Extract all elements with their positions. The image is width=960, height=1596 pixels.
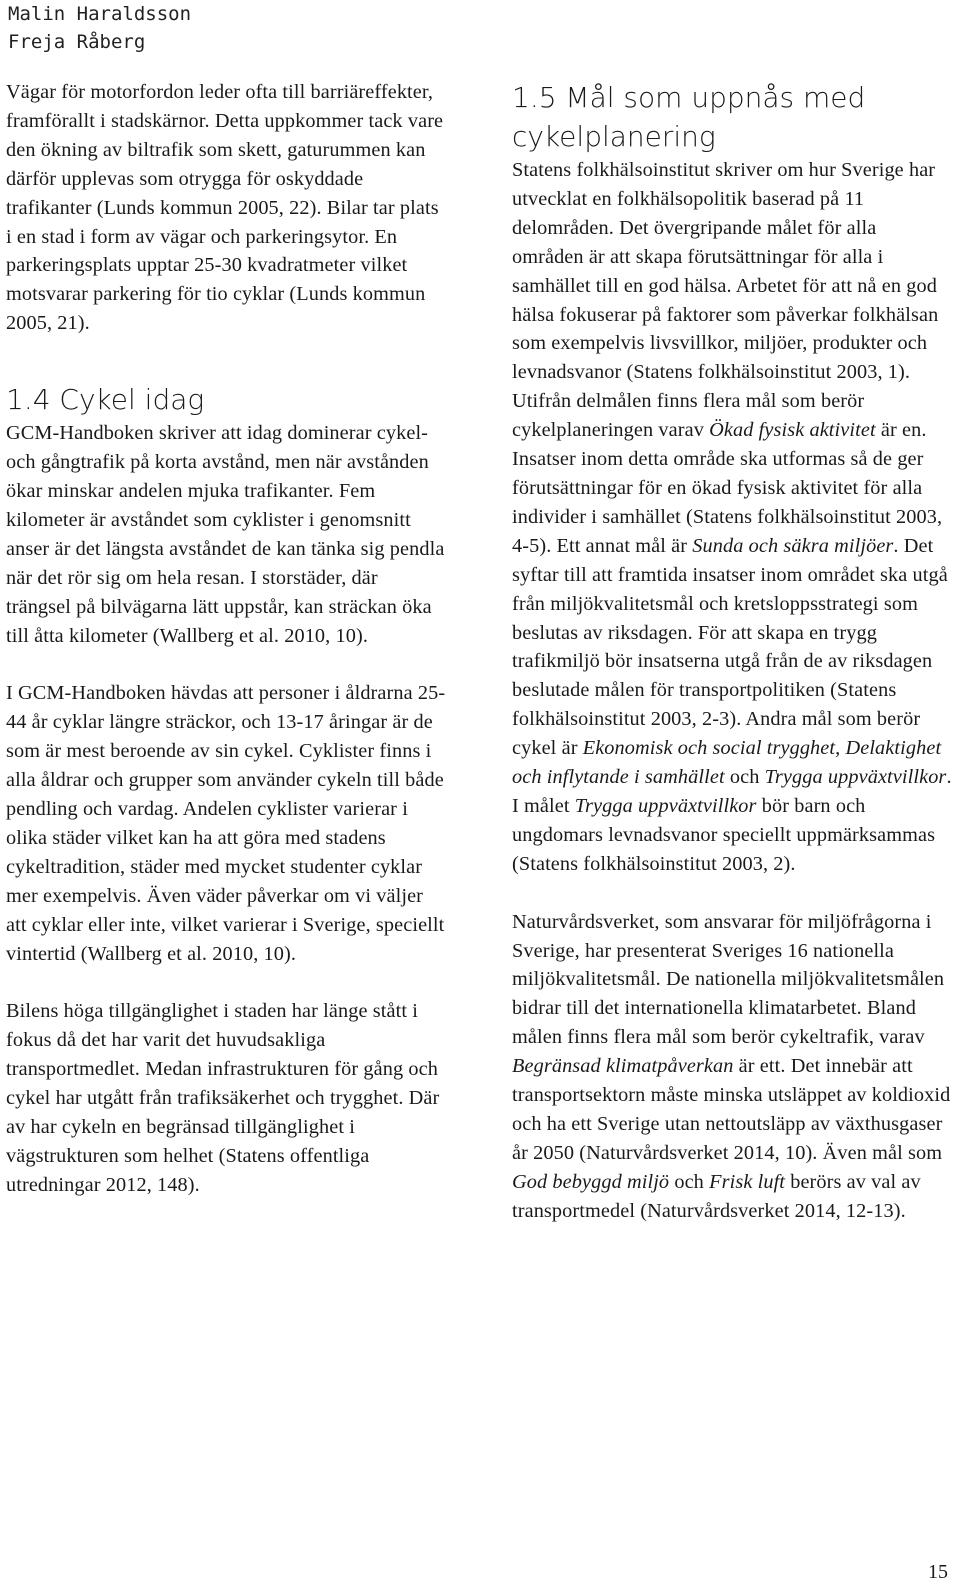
paragraph xyxy=(512,156,952,879)
text-run: är ett. Det innebär att transportsektorn måste minska utsläppet av koldioxid och ha ett Sverige utan nettoutsläpp av växthusgaser år 2050 (Naturvårdsverket 2014, 10). Även mål som xyxy=(512,1055,951,1164)
text-run: Naturvårdsverket, som ansvarar för miljöfrågorna i Sverige, har presenterat Sveriges 16 nationella miljökvalitetsmål. De nationella miljökvalitetsmålen bidrar till det internationella klimatarbetet. Bland målen finns flera mål som berör cykeltrafik, varav xyxy=(512,910,945,1049)
italic-goal: Trygga uppväxtvillkor xyxy=(574,794,757,817)
text-run: och xyxy=(724,766,765,789)
text-run: berörs av val av transportmedel (Naturvårdsverket 2014, 12-13). xyxy=(512,1170,921,1222)
text-run: . Det syftar till att framtida insatser inom området ska utgå från miljökvalitetsmål och kretsloppsstrategi som beslutas av riksdagen. För att skapa en trygg trafikmiljö bör insatserna utgå från de av riksdagen beslutade målen för transportpolitiken (Statens folkhälsoinstitut 2003, 2-3). Andra mål som berör cykel är xyxy=(512,534,948,760)
author-name: Malin Haraldsson xyxy=(8,3,192,25)
italic-goal: Trygga uppväxtvillkor xyxy=(764,766,947,789)
text-run: . I målet xyxy=(512,766,952,817)
italic-goal: God bebyggd miljö xyxy=(512,1170,670,1193)
italic-goal: Ekonomisk och social trygghet, Delaktighet och inflytande i samhället xyxy=(512,737,942,789)
paragraph: GCM-Handboken skriver att idag dominerar cykel- och gångtrafik på korta avstånd, men när avstånden ökar minskar andelen mjuka trafikanter. Fem kilometer är avståndet som cyklister i genomsnitt anser är det längsta avståndet de kan tänka sig pendla när det rör sig om hela resan. I storstäder, där trängsel på bilvägarna lätt uppstår, kan sträckan öka till åtta kilometer (Wallberg et al. 2010, 10). xyxy=(6,422,445,647)
section-heading: 1.4 Cykel idag xyxy=(6,383,205,417)
page-header xyxy=(8,0,191,56)
left-column xyxy=(6,78,446,1200)
paragraph: I GCM-Handboken hävdas att personer i åldrarna 25-44 år cyklar längre sträckor, och 13-17 åringar är de som är mest beroende av sin cykel. Cyklister finns i alla åldrar och grupper som använder cykeln till både pendling och vardag. Andelen cyklister varierar i olika städer vilket kan ha att göra med stadens cykeltradition, städer med mycket studenter cyklar mer exempelvis. Även väder påverkar om vi väljer att cyklar eller inte, vilket varierar i Sverige, speciellt vintertid (Wallberg et al. 2010, 10). xyxy=(6,682,446,965)
right-column xyxy=(512,78,952,1226)
italic-goal: Begränsad klimatpåverkan xyxy=(512,1055,734,1078)
paragraph: Vägar för motorfordon leder ofta till barriäreffekter, framförallt i stadskärnor. Detta uppkommer tack vare den ökning av biltrafik som skett, gaturummen kan därför upplevas som otrygga för oskyddade trafikanter (Lunds kommun 2005, 22). Bilar tar plats i en stad i form av vägar och parkeringsytor. En parkeringsplats upptar 25-30 kvadratmeter vilket motsvarar parkering för tio cyklar (Lunds kommun 2005, 21). xyxy=(6,81,444,335)
italic-goal: Ökad fysisk aktivitet xyxy=(709,419,876,442)
section-heading: 1.5 Mål som uppnås med cykelplanering xyxy=(512,81,866,153)
paragraph: Bilens höga tillgänglighet i staden har länge stått i fokus då det har varit det huvudsakliga transportmedlet. Medan infrastrukturen för gång och cykel har utgått från trafiksäkerhet och trygghet. Där av har cykeln en begränsad tillgänglighet i vägstrukturen som helhet (Statens offentliga utredningar 2012, 148). xyxy=(6,1000,440,1196)
text-run: Statens folkhälsoinstitut skriver om hur Sverige har utvecklat en folkhälsopolitik baserad på 11 delområden. Det övergripande målet för alla områden är att skapa förutsättningar för alla i samhället till en god hälsa. Arbetet för att nå en god hälsa fokuserar på faktorer som påverkar folkhälsan som exempelvis livsvillkor, miljöer, produkter och levnadsvanor (Statens folkhälsoinstitut 2003, 1). Utifrån delmålen finns flera mål som berör cykelplaneringen varav xyxy=(512,159,939,442)
page-number: 15 xyxy=(928,1561,948,1583)
italic-goal: Sunda och säkra miljöer xyxy=(692,534,894,557)
text-run: är en. Insatser inom detta område ska utformas så de ger förutsättningar för en ökad fysisk aktivitet för alla individer i samhället (Statens folkhälsoinstitut 2003, 4-5). Ett annat mål är xyxy=(512,419,943,557)
italic-goal: Frisk luft xyxy=(709,1170,786,1193)
author-name: Freja Råberg xyxy=(8,31,146,53)
paragraph xyxy=(512,908,952,1226)
text-run: och xyxy=(669,1170,710,1193)
text-run: bör barn och ungdomars levnadsvanor speciellt uppmärksammas (Statens folkhälsoinstitut 2003, 2). xyxy=(512,794,936,875)
